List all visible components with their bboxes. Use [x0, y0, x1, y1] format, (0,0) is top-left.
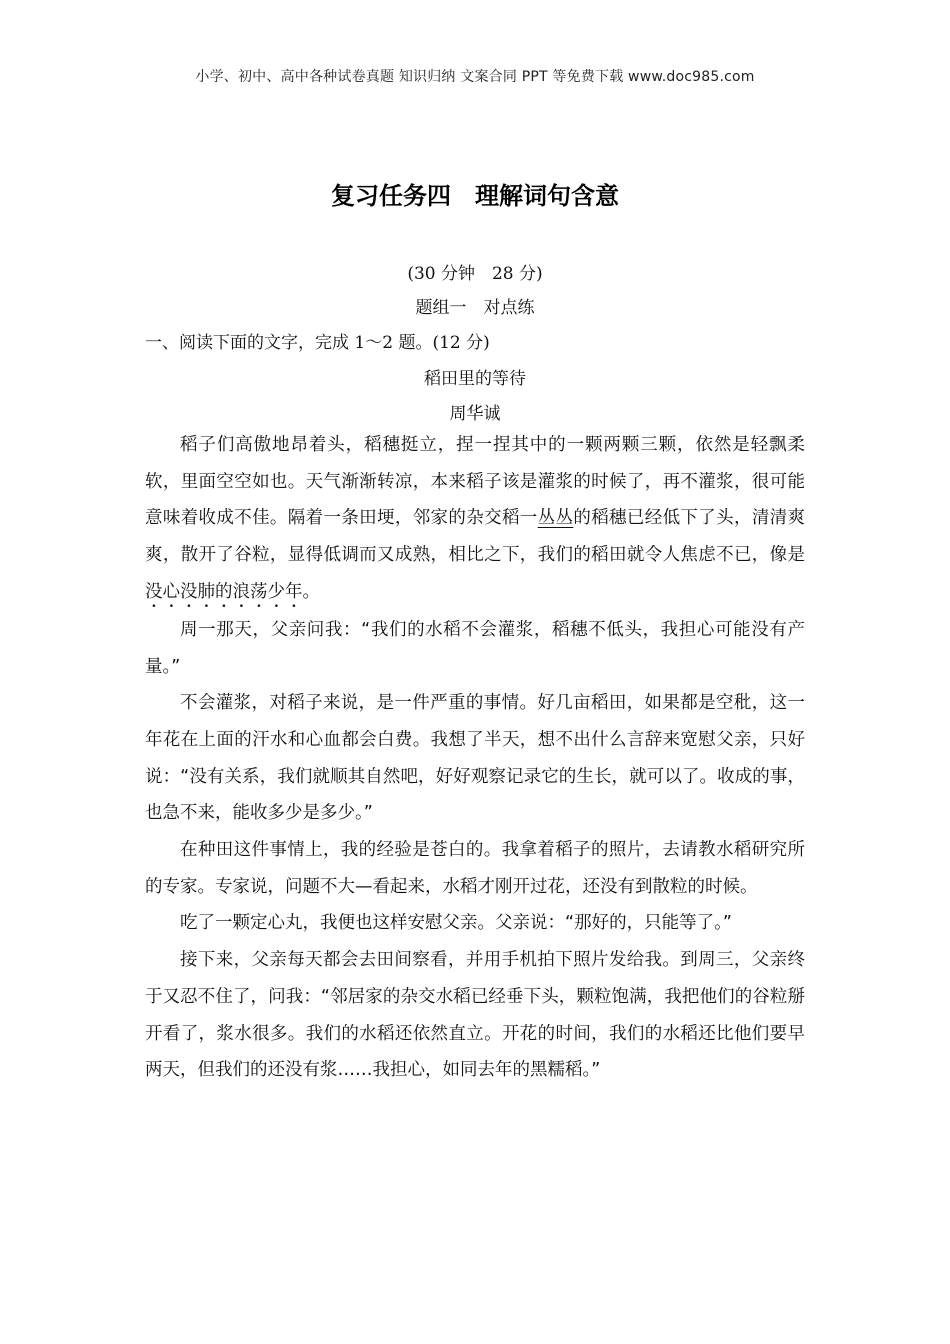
story-body — [145, 427, 805, 1089]
dotted-phrase: 没心没肺的浪荡少年 — [145, 581, 303, 602]
paragraph-1-text-a: 稻子们高傲地昂着头，稻穗挺立，捏一捏其中的一颗两颗三颗，依然是轻飘柔软，里面空空如也。天气渐渐转凉，本来稻子该是灌浆的时候了，再不灌浆，很可能意味着收成不佳。隔着一条田埂，邻家的杂交稻一 — [145, 435, 805, 529]
paragraph-2: 周一那天，父亲问我：“我们的水稻不会灌浆，稻穗不低头，我担心可能没有产量。” — [145, 619, 805, 677]
page-title: 复习任务四 理解词句含意 — [331, 182, 619, 210]
story-author: 周华诚 — [449, 404, 501, 424]
story-title: 稻田里的等待 — [424, 369, 526, 389]
underlined-phrase: 丛丛 — [537, 508, 574, 529]
paragraph-1 — [145, 427, 805, 612]
question-instruction: 一、阅读下面的文字，完成 1～2 题。(12 分) — [145, 333, 490, 353]
paragraph-4: 在种田这件事情上，我的经验是苍白的。我拿着稻子的照片，去请教水稻研究所的专家。专家说，问题不大—看起来，水稻才刚开过花，还没有到散粒的时候。 — [145, 840, 805, 897]
time-score-note: (30 分钟 28 分) — [407, 264, 543, 284]
paragraph-5: 吃了一颗定心丸，我便也这样安慰父亲。父亲说：“那好的，只能等了。” — [180, 913, 732, 934]
paragraph-3: 不会灌浆，对稻子来说，是一件严重的事情。好几亩稻田，如果都是空秕，这一年花在上面的汗水和心血都会白费。我想了半天，想不出什么言辞来宽慰父亲，只好说：“没有关系，我们就顺其自然吧，好好观察记录它的生长，就可以了。收成的事，也急不来，能收多少是多少。” — [145, 693, 805, 824]
section-heading: 题组一 对点练 — [415, 298, 535, 318]
header-note: 小学、初中、高中各种试卷真题 知识归纳 文案合同 PPT 等免费下载 www.doc985.com — [195, 69, 755, 85]
paragraph-1-text-b: 的稻穗已经低下了头，清清爽爽，散开了谷粒，显得低调而又成熟，相比之下，我们的稻田就令人焦虑不已，像是 — [145, 508, 806, 566]
paragraph-6: 接下来，父亲每天都会去田间察看，并用手机拍下照片发给我。到周三，父亲终于又忍不住了，问我：“邻居家的杂交水稻已经垂下头，颗粒饱满，我把他们的谷粒掰开看了，浆水很多。我们的水稻还依然直立。开花的时间，我们的水稻还比他们要早两天，但我们的还没有浆……我担心，如同去年的黑糯稻。” — [145, 950, 805, 1081]
paragraph-1-text-c: 。 — [302, 581, 320, 602]
